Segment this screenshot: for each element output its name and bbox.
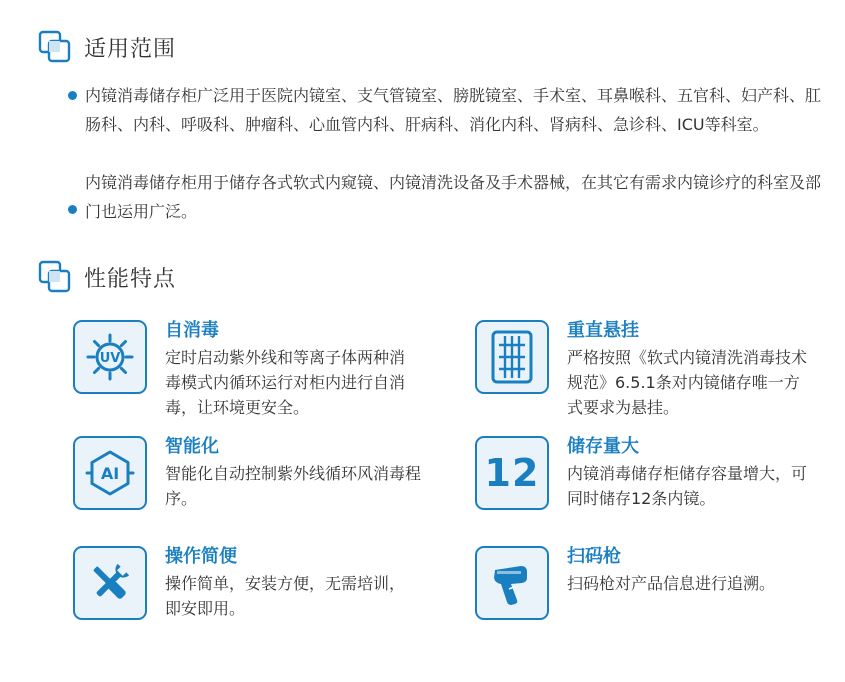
feature-title: 智能化	[165, 436, 219, 457]
feature-title: 自消毒	[165, 320, 219, 341]
overlap-squares-icon	[38, 260, 72, 294]
feature-self-disinfect	[73, 320, 405, 420]
hanging-rack-icon	[490, 329, 534, 385]
svg-text:AI: AI	[100, 464, 120, 483]
section-title: 适用范围	[84, 36, 177, 62]
feature-description: 严格按照《软式内镜清洗消毒技术 规范》6.5.1条对内镜储存唯一方 式要求为悬挂。	[567, 348, 808, 417]
feature-vertical-hanging	[475, 320, 807, 420]
bullet-dot	[68, 91, 77, 100]
tools-icon	[85, 558, 135, 608]
feature-large-capacity	[475, 436, 807, 511]
ai-icon	[85, 448, 135, 498]
number-12-icon: 12	[484, 451, 540, 495]
section-title: 性能特点	[84, 266, 177, 292]
feature-title: 扫码枪	[567, 546, 621, 567]
uv-icon	[85, 332, 135, 382]
feature-title: 储存量大	[567, 436, 639, 457]
feature-title: 操作简便	[165, 546, 237, 567]
overlap-squares-icon	[38, 30, 72, 64]
feature-description: 扫码枪对产品信息进行追溯。	[567, 574, 776, 593]
feature-description: 内镜消毒储存柜储存容量增大，可 同时储存12条内镜。	[567, 464, 808, 508]
svg-text:UV: UV	[99, 351, 121, 366]
scope-paragraph-2: 内镜消毒储存柜用于储存各式软式内窥镜、内镜清洗设备及手术器械，在其它有需求内镜诊疗的科室及部门也运用广泛。	[85, 173, 822, 221]
feature-description: 定时启动紫外线和等离子体两种消 毒模式内循环运行对柜内进行自消 毒，让环境更安全。	[165, 348, 406, 417]
feature-description: 操作简单，安装方便，无需培训， 即安即用。	[165, 574, 406, 618]
bullet-dot	[68, 205, 77, 214]
section-header-scope	[38, 30, 176, 64]
scope-paragraph-1: 内镜消毒储存柜广泛用于医院内镜室、支气管镜室、膀胱镜室、手术室、耳鼻喉科、五官科、妇产科、肛肠科、内科、呼吸科、肿瘤科、心血管内科、肝病科、消化内科、肾病科、急诊科、ICU等科室。	[85, 86, 822, 134]
section-header-features	[38, 260, 176, 294]
feature-title: 重直悬挂	[567, 320, 639, 341]
barcode-scanner-icon	[487, 558, 537, 608]
feature-description: 智能化自动控制紫外线循环风消毒程 序。	[165, 464, 422, 508]
feature-easy-operation	[73, 546, 405, 621]
feature-intelligent	[73, 436, 421, 511]
feature-barcode-scanner	[475, 546, 775, 620]
